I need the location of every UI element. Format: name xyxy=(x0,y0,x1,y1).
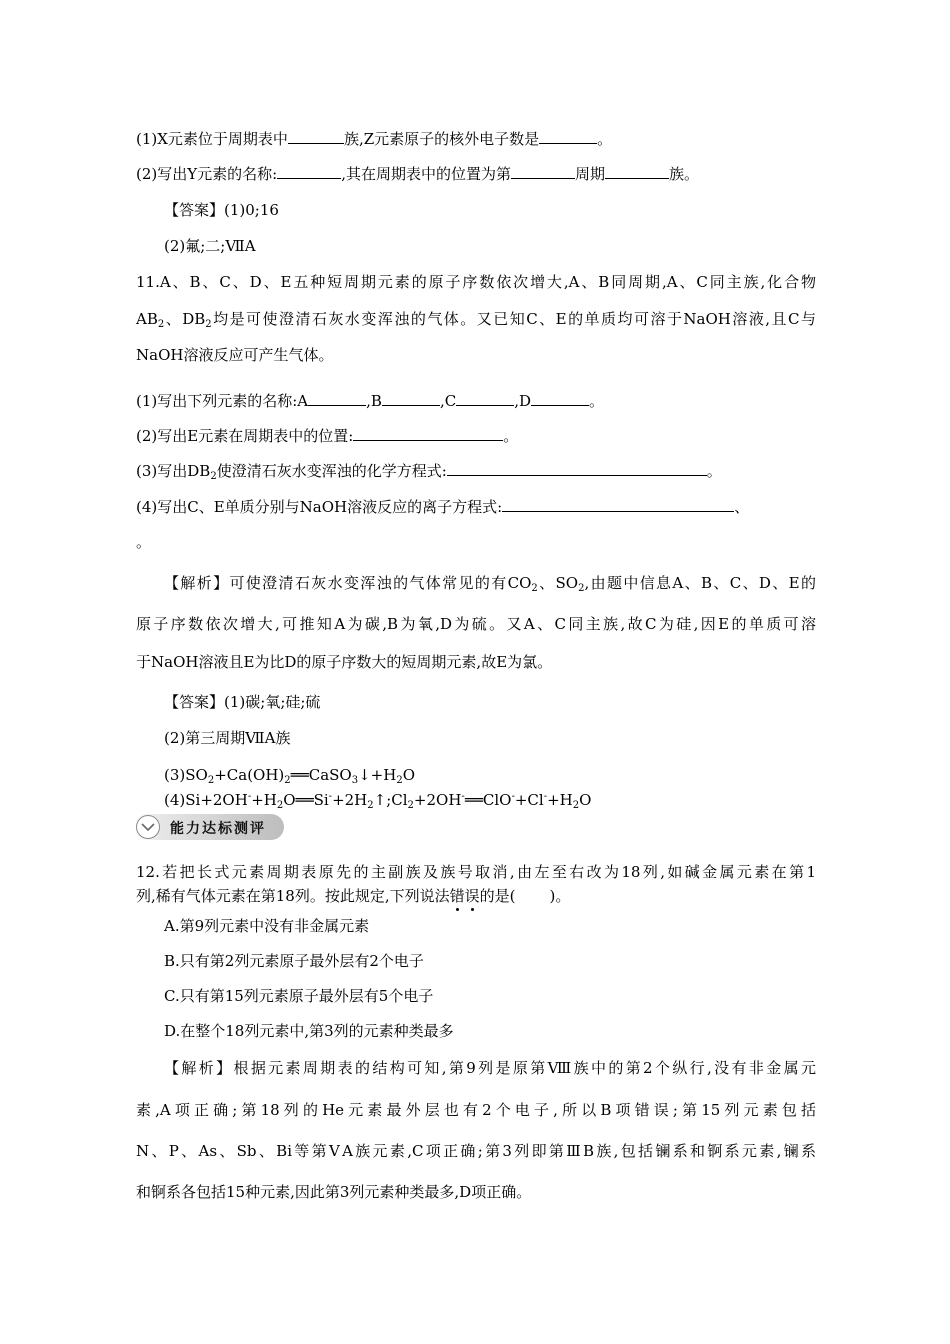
q11-answer-3: $(3)SO_2+Ca(OH)_2══CaSO_3↓+H_2O$ xyxy=(164,766,415,786)
q12-analysis-line2: 素,A项正确;第18列的He元素最外层也有2个电子,所以B项错误;第15列元素包括 xyxy=(136,1101,816,1119)
answer-label: 【答案】 xyxy=(164,201,225,219)
question-text: 11.A、B、C、D、E五种短周期元素的原子序数依次增大,A、B同周期,A、C同主族,化合物 xyxy=(136,273,816,291)
answer-blank[interactable] xyxy=(511,163,575,179)
emphasis-dot-char: 错 xyxy=(449,887,465,905)
answer-label: 【答案】 xyxy=(164,693,225,711)
q11-analysis-line3: 于NaOH溶液且E为比D的原子序数大的短周期元素,故E为氯。 xyxy=(136,653,553,671)
q11-stem-line1 xyxy=(136,272,816,292)
answer-blank[interactable] xyxy=(605,163,669,179)
q11-part3: (3)写出$DB_2$使澄清石灰水变浑浊的化学方程式: 。 xyxy=(136,462,722,482)
q10-answer-1 xyxy=(164,200,844,220)
answer-blank[interactable] xyxy=(288,128,344,144)
q10-part2-text: (2)写出Y元素的名称: xyxy=(136,165,278,183)
q10-part2 xyxy=(136,163,816,184)
q11-part4-end: 。 xyxy=(136,533,152,551)
answer-blank[interactable] xyxy=(447,460,707,476)
q12-stem-line1: 12.若把长式元素周期表原先的主副族及族号取消,由左至右改为18列,如碱金属元素在第1 xyxy=(136,863,816,881)
option-b: B.只有第2列元素原子最外层有2个电子 xyxy=(164,952,424,970)
q10-part1 xyxy=(136,128,816,149)
answer-blank[interactable] xyxy=(308,390,366,406)
option-a: A.第9列元素中没有非金属元素 xyxy=(164,917,370,935)
question-text: $AB_2$、$DB_2$均是可使澄清石灰水变浑浊的气体。又已知C、E的单质均可溶于NaOH溶液,且C与 xyxy=(136,310,816,330)
q11-part1: (1)写出下列元素的名称:A ,B ,C ,D 。 xyxy=(136,392,604,410)
q11-answer-4: $(4)Si+2OH^-+H_2O══Si^-+2H_2↑;Cl_2+2OH^-══ClO^-+Cl^-+H_2O$ xyxy=(164,791,592,811)
q11-answer-1: 【答案】(1)碳;氧;硅;硫 xyxy=(164,693,321,711)
analysis-label: 【解析】 xyxy=(164,574,230,592)
emphasis-dot-char: 误 xyxy=(464,887,480,905)
answer-text: (2)氟;二;ⅦA xyxy=(164,237,256,255)
option-c: C.只有第15列元素原子最外层有5个电子 xyxy=(164,987,434,1005)
answer-blank[interactable] xyxy=(277,163,341,179)
answer-text: (1)0;16 xyxy=(224,201,279,219)
chevron-down-icon xyxy=(136,815,160,839)
q10-answer-2 xyxy=(164,236,844,256)
q11-part2: (2)写出E元素在周期表中的位置: 。 xyxy=(136,427,519,445)
q10-part2-text: 族。 xyxy=(669,165,700,183)
answer-blank[interactable] xyxy=(353,425,503,441)
option-d: D.在整个18列元素中,第3列的元素种类最多 xyxy=(164,1022,454,1040)
section-title: 能力达标测评 xyxy=(170,821,266,837)
q12-analysis-line1: 【解析】根据元素周期表的结构可知,第9列是原第Ⅷ族中的第2个纵行,没有非金属元 xyxy=(164,1059,816,1077)
question-text: NaOH溶液反应可产生气体。 xyxy=(136,346,334,364)
answer-blank[interactable] xyxy=(456,390,514,406)
q12-stem-line2: 列,稀有气体元素在第18列。按此规定,下列说法错误的是( )。 xyxy=(136,887,571,905)
answer-blank[interactable] xyxy=(539,128,597,144)
q10-part1-text: 族,Z元素原子的核外电子数是 xyxy=(343,130,540,148)
analysis-label: 【解析】 xyxy=(164,1059,234,1077)
q11-part4: (4)写出C、E单质分别与NaOH溶液反应的离子方程式: 、 xyxy=(136,498,750,516)
answer-blank[interactable] xyxy=(531,390,589,406)
q11-stem-line3 xyxy=(136,345,816,365)
q10-part2-text: 周期 xyxy=(575,165,606,183)
q11-stem-line2 xyxy=(136,309,816,329)
answer-blank[interactable] xyxy=(382,390,440,406)
q10-part2-text: ,其在周期表中的位置为第 xyxy=(341,165,511,183)
q11-analysis-line1: 【解析】可使澄清石灰水变浑浊的气体常见的有$CO_2$、$SO_2$,由题中信息A、B、C、D、E的 xyxy=(164,574,816,594)
answer-blank[interactable] xyxy=(502,496,734,512)
q10-part1-text: (1)X元素位于周期表中 xyxy=(136,130,288,148)
q12-analysis-line4: 和锕系各包括15种元素,因此第3列元素种类最多,D项正确。 xyxy=(136,1183,532,1201)
section-header-bar xyxy=(134,814,284,840)
q11-answer-2: (2)第三周期ⅦA族 xyxy=(164,729,291,747)
q11-analysis-line2: 原子序数依次增大,可推知A为碳,B为氧,D为硫。又A、C同主族,故C为硅,因E的单质可溶 xyxy=(136,615,816,633)
q10-part1-text: 。 xyxy=(597,130,613,148)
q12-analysis-line3: N、P、As、Sb、Bi等第ⅤA族元素,C项正确;第3列即第ⅢB族,包括镧系和锕系元素,镧系 xyxy=(136,1142,816,1160)
